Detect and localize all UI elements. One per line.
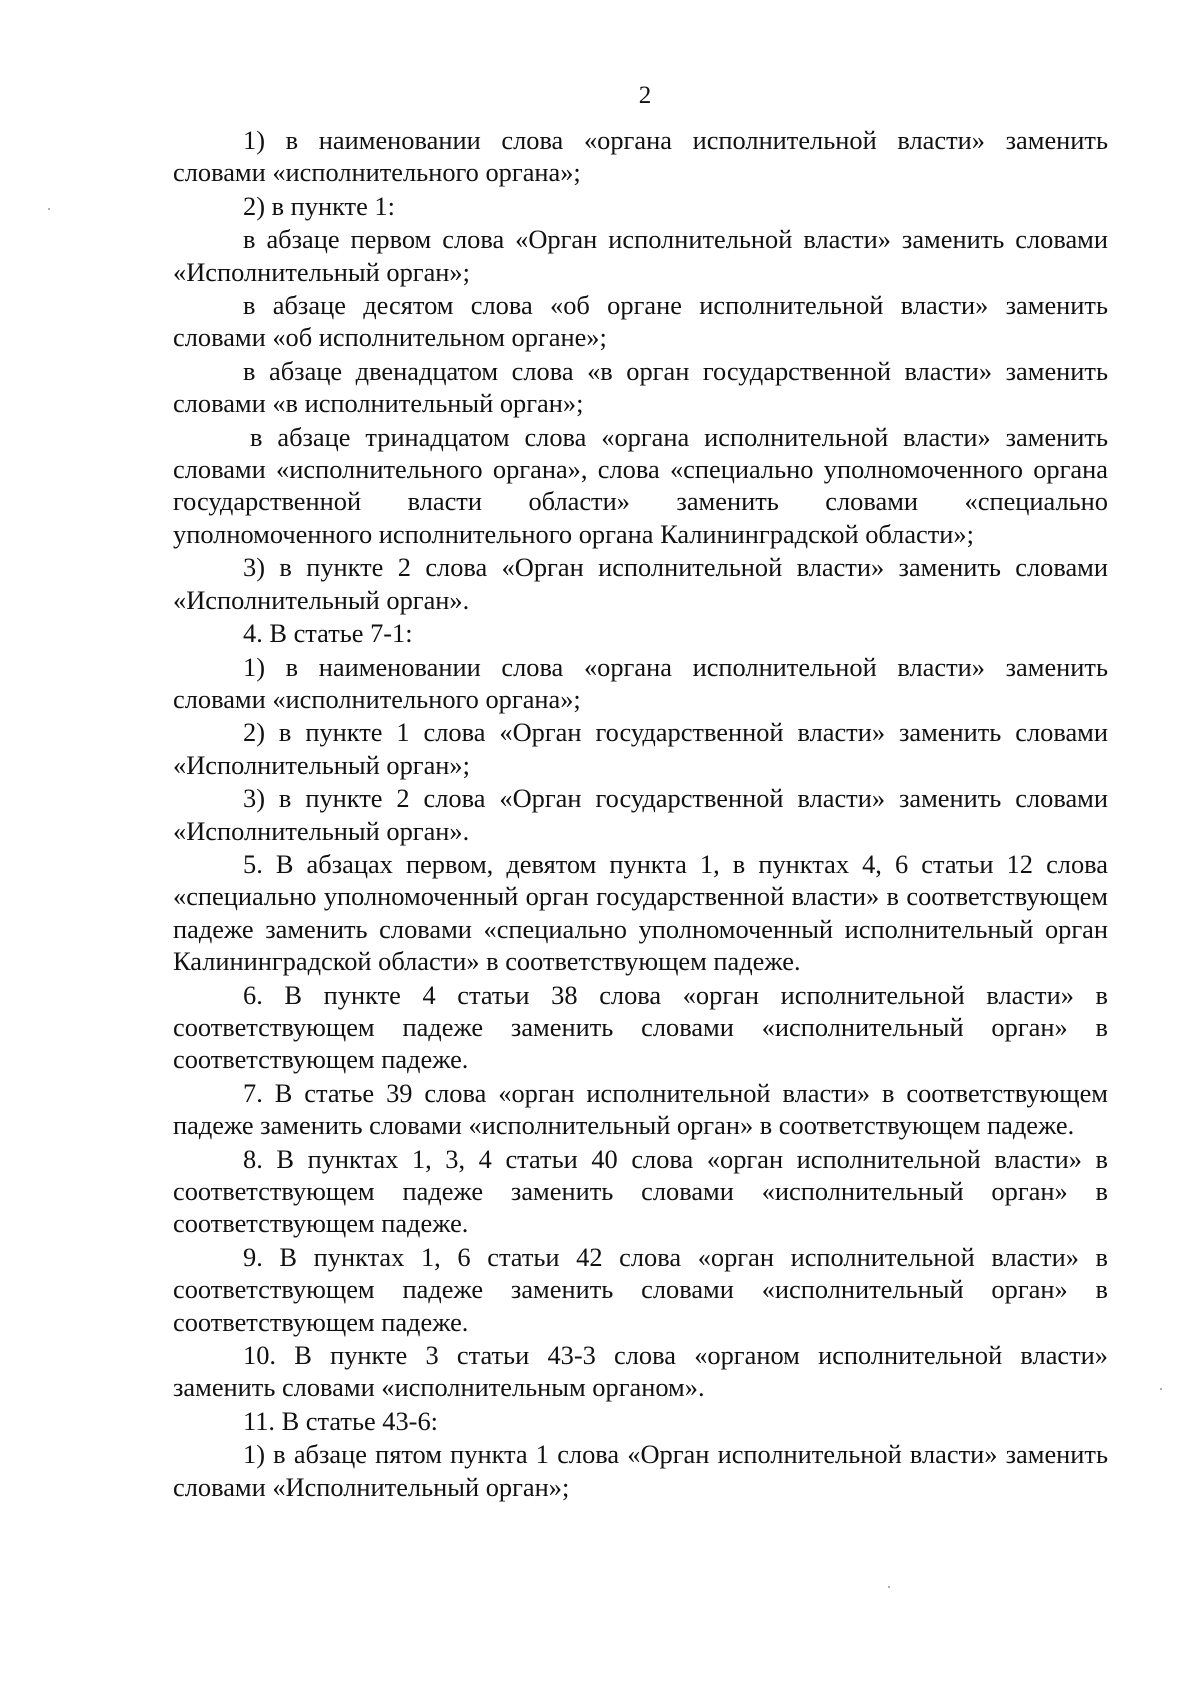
paragraph-item-3: 3) в пункте 2 слова «Орган исполнительной власти» заменить словами «Исполнительный орган». (173, 552, 1108, 615)
paragraph-section-9: 9. В пунктах 1, 6 статьи 42 слова «орган исполнительной власти» в соответствующем падеже заменить словами «исполнительный орган» в соответствующем падеже. (173, 1241, 1108, 1337)
paragraph-item-2: 2) в пункте 1: (243, 190, 395, 221)
paragraph-section-4-item-3: 3) в пункте 2 слова «Орган государственной власти» заменить словами «Исполнительный орган». (173, 783, 1108, 846)
paragraph-item-1: 1) в наименовании слова «органа исполнительной власти» заменить словами «исполнительного органа»; (173, 125, 1108, 188)
paragraph-abzac-first: в абзаце первом слова «Орган исполнительной власти» заменить словами «Исполнительный орган»; (173, 224, 1108, 287)
page-number: 2 (638, 82, 652, 109)
paragraph-section-11-item-1: 1) в абзаце пятом пункта 1 слова «Орган исполнительной власти» заменить словами «Исполнительный орган»; (173, 1439, 1108, 1502)
paragraph-section-11: 11. В статье 43-6: (243, 1405, 438, 1436)
scan-speck (1160, 1388, 1162, 1390)
paragraph-section-4: 4. В статье 7-1: (243, 618, 413, 649)
paragraph-section-7: 7. В статье 39 слова «орган исполнительной власти» в соответствующем падеже заменить словами «исполнительный орган» в соответствующем падеже. (173, 1077, 1108, 1141)
paragraph-section-4-item-1: 1) в наименовании слова «органа исполнительной власти» заменить словами «исполнительного органа»; (173, 651, 1108, 714)
scan-speck (48, 208, 50, 210)
paragraph-section-10: 10. В пункте 3 статьи 43-3 слова «органом исполнительной власти» заменить словами «исполнительным органом». (173, 1340, 1108, 1403)
document-body (173, 124, 1108, 1503)
paragraph-section-5: 5. В абзацах первом, девятом пункта 1, в пунктах 4, 6 статьи 12 слова «специально уполномоченный орган государственной власти» в соответствующем падеже заменить словами «специально уполномоченный исполнительный орган Калининградской области» в соответствующем падеже. (173, 848, 1108, 977)
paragraph-abzac-thirteenth: в абзаце тринадцатом слова «органа исполнительной власти» заменить словами «исполнительного органа», слова «специально уполномоченного органа государственной власти области» заменить словами «специально уполномоченного исполнительного органа Калининградской области»; (173, 421, 1108, 549)
paragraph-section-6: 6. В пункте 4 статьи 38 слова «орган исполнительной власти» в соответствующем падеже заменить словами «исполнительный орган» в соответствующем падеже. (173, 979, 1108, 1075)
paragraph-section-4-item-2: 2) в пункте 1 слова «Орган государственной власти» заменить словами «Исполнительный орган»; (173, 717, 1108, 780)
paragraph-abzac-twelfth: в абзаце двенадцатом слова «в орган государственной власти» заменить словами «в исполнительный орган»; (173, 355, 1108, 419)
paragraph-section-8: 8. В пунктах 1, 3, 4 статьи 40 слова «орган исполнительной власти» в соответствующем падеже заменить словами «исполнительный орган» в соответствующем падеже. (173, 1143, 1108, 1239)
scan-speck (888, 1586, 890, 1588)
paragraph-abzac-tenth: в абзаце десятом слова «об органе исполнительной власти» заменить словами «об исполнительном органе»; (173, 290, 1108, 353)
